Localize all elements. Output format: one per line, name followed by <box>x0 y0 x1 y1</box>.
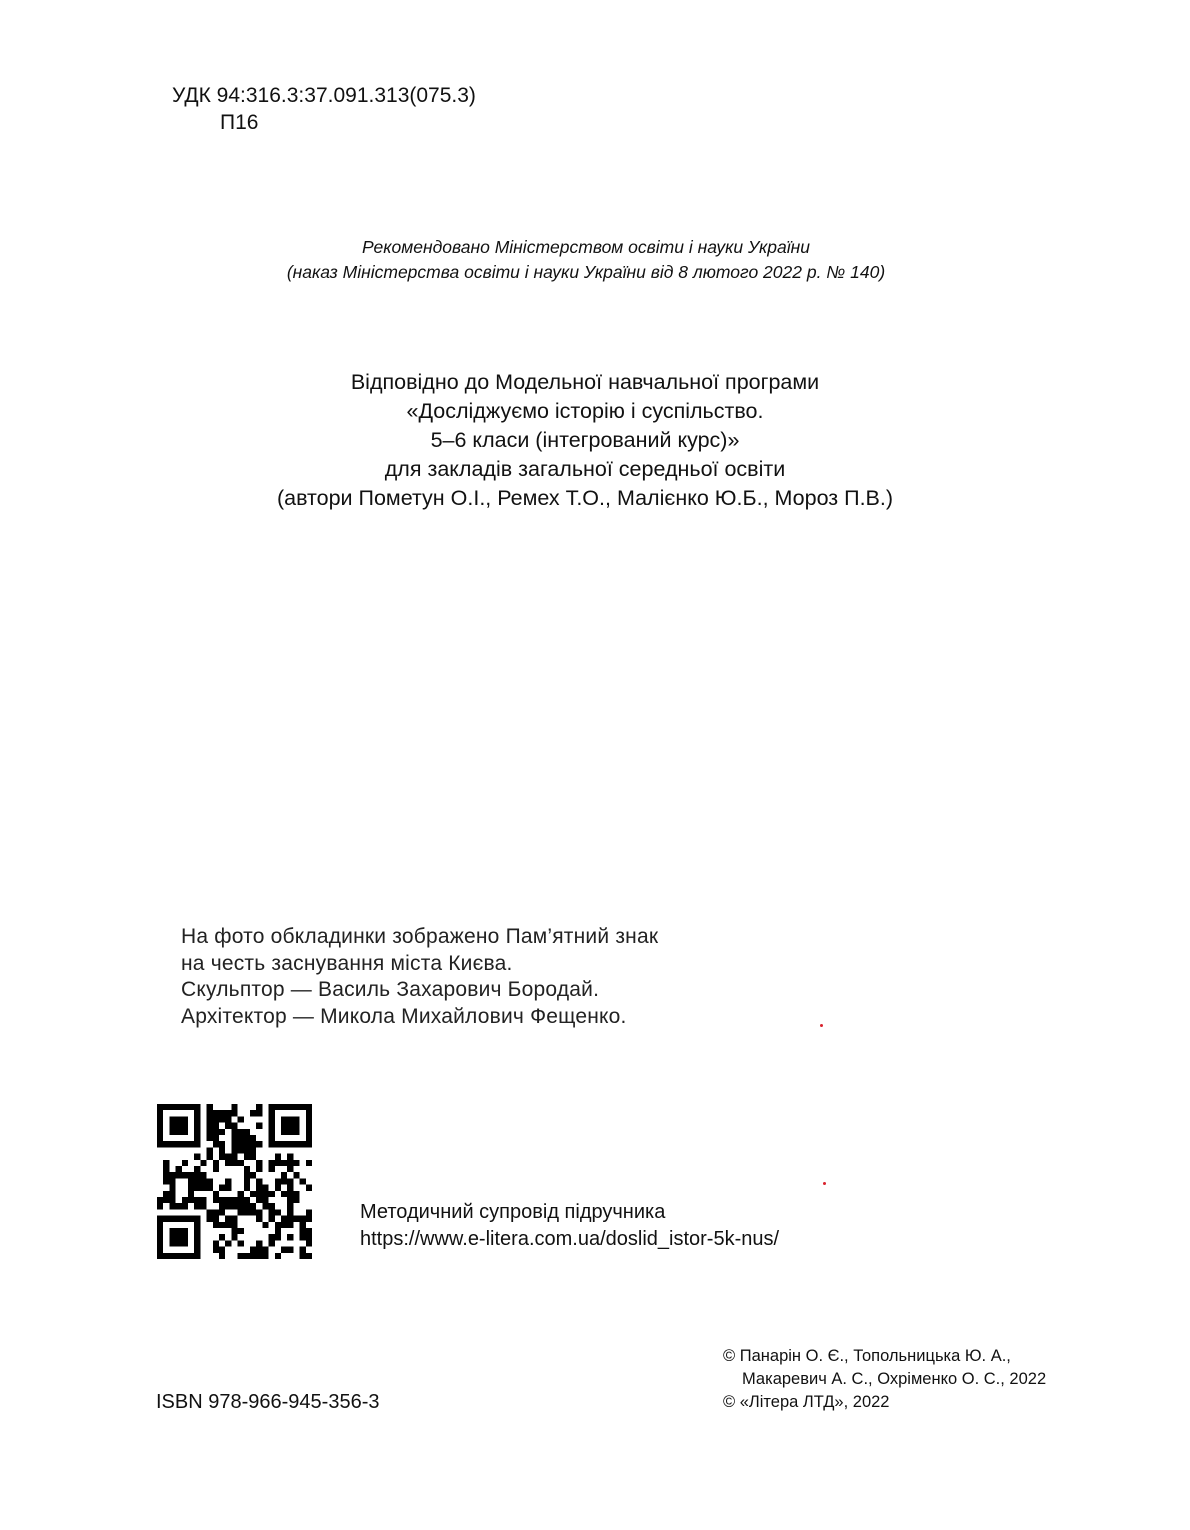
copyright-authors-line: Макаревич А. С., Охріменко О. С., 2022 <box>742 1370 1047 1388</box>
cover-photo-note <box>181 924 658 1030</box>
udk-block <box>172 82 476 136</box>
program-line: для закладів загальної середньої освіти <box>384 457 786 481</box>
cover-note-line: Архітектор — Микола Михайлович Фещенко. <box>181 1004 627 1028</box>
cover-note-line: Скульптор — Василь Захарович Бородай. <box>181 978 600 1001</box>
program-line: 5–6 класи (інтегрований курс)» <box>430 428 740 452</box>
program-line: Відповідно до Модельної навчальної програми <box>350 370 820 394</box>
recommendation-order-line: (наказ Міністерства освіти і науки України від 8 лютого 2022 р. № 140) <box>286 262 886 282</box>
recommendation-line: Рекомендовано Міністерством освіти і науки України <box>362 237 810 257</box>
methodical-url-link[interactable]: https://www.e-litera.com.ua/doslid_istor-5k-nus/ <box>360 1228 780 1250</box>
printer-mark-dot <box>823 1182 826 1185</box>
methodical-support <box>360 1199 779 1253</box>
cover-note-line: На фото обкладинки зображено Пам’ятний знак <box>181 925 659 948</box>
udk-code: УДК 94:316.3:37.091.313(075.3) <box>172 84 476 107</box>
qr-code-icon[interactable] <box>157 1104 312 1259</box>
program-authors-line: (автори Пометун О.І., Ремех Т.О., Малієнко Ю.Б., Мороз П.В.) <box>276 486 894 510</box>
cover-note-line: на честь заснування міста Києва. <box>181 951 513 975</box>
program-line: «Досліджуємо історію і суспільство. <box>406 399 764 423</box>
recommendation-note <box>0 235 1172 285</box>
printer-mark-dot <box>820 1024 823 1027</box>
copyright-authors-line: © Панарін О. Є., Топольницька Ю. А., <box>723 1347 1011 1365</box>
program-statement <box>0 368 1170 513</box>
methodical-label: Методичний супровід підручника <box>360 1201 666 1223</box>
copyright-block <box>723 1345 1046 1414</box>
author-mark: П16 <box>220 111 259 134</box>
isbn: ISBN 978-966-945-356-3 <box>156 1391 380 1413</box>
copyright-publisher-line: © «Літера ЛТД», 2022 <box>723 1393 890 1411</box>
